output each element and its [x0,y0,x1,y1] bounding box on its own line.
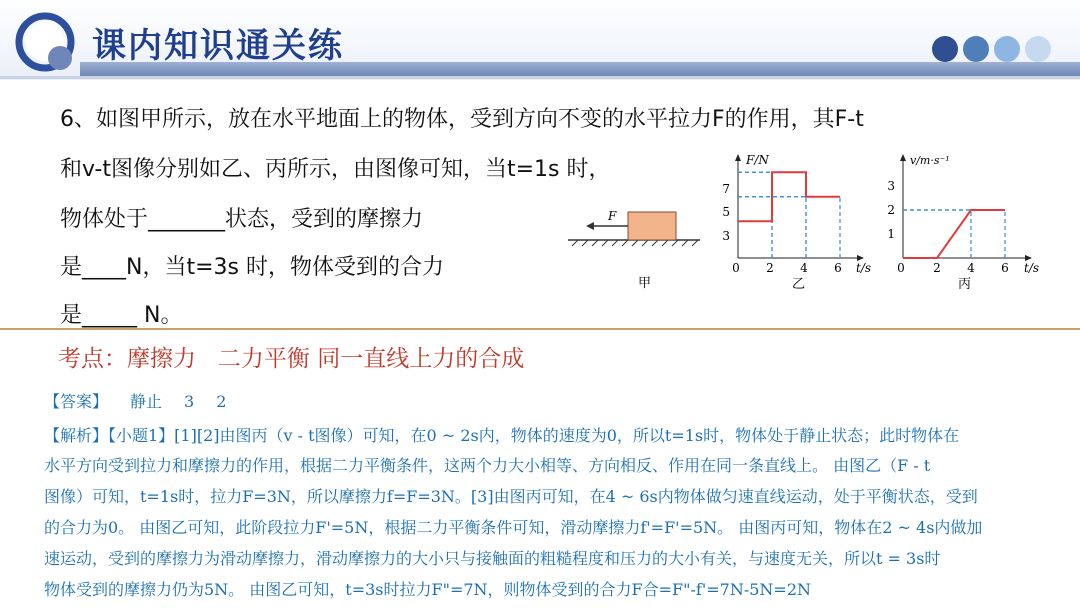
analysis-line-5: 速运动，受到的摩擦力为滑动摩擦力，滑动摩擦力的大小只与接触面的粗糙程度和压力的大小有关，与速度无关，所以t = 3s时 [44,549,941,568]
yi-xtick-2: 2 [766,261,774,275]
analysis-line-4: 的合力为0。 由图乙可知，此阶段拉力F'=5N，根据二力平衡条件可知，滑动摩擦力f'=F'=5N。 由图丙可知，物体在2 ~ 4s内做加 [44,518,983,537]
analysis-line-6: 物体受到的摩擦力仍为5N。 由图乙可知，t=3s时拉力F"=7N，则物体受到的合力F合=F"-f'=7N-5N=2N [44,580,811,599]
bing-series-line [903,210,1005,258]
answer-line [44,389,248,412]
yi-ytick-3: 3 [722,229,730,243]
bing-ytick-1: 1 [887,227,895,241]
yi-ylabel: F/N [746,153,769,167]
page-title: 课内知识通关练 [92,26,344,66]
answer-value-3: 2 [216,392,227,411]
bing-ytick-3: 3 [887,179,895,193]
yi-xlabel: t/s [856,261,872,275]
bing-xtick-0: 0 [897,261,905,275]
logo-ring-icon [10,12,80,72]
figures [560,148,1060,298]
caption-yi: 乙 [792,277,806,292]
yi-y-arrow-icon [735,154,741,161]
bing-xtick-6: 6 [1001,261,1009,275]
yi-xtick-4: 4 [800,261,808,275]
force-arrowhead-icon [586,222,594,230]
bing-xtick-2: 2 [933,261,941,275]
chart-bing [887,154,1039,292]
bing-xtick-4: 4 [967,261,975,275]
header-band [0,0,1080,80]
bing-y-arrow-icon [900,154,906,161]
question-line-3: 物体处于_______状态，受到的摩擦力 [60,207,424,232]
analysis-line-3: 图像）可知，t=1s时，拉力F=3N，所以摩擦力f=F=3N。[3]由图丙可知，在4 ~ 6s内物体做匀速直线运动，处于平衡状态，受到 [44,487,978,506]
question-line-4: 是____N，当t=3s 时，物体受到的合力 [60,255,444,280]
figure-jia [568,209,700,291]
caption-jia: 甲 [638,276,652,291]
analysis-line-1: 【解析】【小题1】[1][2]由图丙（v - t图像）可知，在0 ~ 2s内，物体的速度为0，所以t=1s时，物体处于静止状态；此时物体在 [44,426,960,445]
force-label: F [608,209,617,223]
ground-hatch [572,240,698,246]
kaodian-heading: 考点：摩擦力 二力平衡 同一直线上力的合成 [58,346,525,372]
yi-xtick-0: 0 [732,261,740,275]
title-underline [0,76,1080,79]
yi-ytick-7: 7 [722,182,730,196]
section-divider [0,328,1080,330]
block [628,212,676,240]
caption-bing: 丙 [958,277,972,292]
question-line-1: 6、如图甲所示，放在水平地面上的物体，受到方向不变的水平拉力F的作用，其F-t [60,107,864,132]
yi-xtick-6: 6 [834,261,842,275]
bing-ytick-2: 2 [887,203,895,217]
question-line-5: 是_____ N。 [60,303,183,328]
answer-value-1: 静止 [130,392,163,411]
bing-ylabel: v/m·s⁻¹ [910,154,950,167]
decorative-dots-icon [930,34,1060,64]
analysis-line-2: 水平方向受到拉力和摩擦力的作用，根据二力平衡条件，这两个力大小相等、方向相反、作用在同一条直线上。 由图乙（F - t [44,456,931,475]
answer-tag: 【答案】 [44,392,109,411]
question-line-2: 和v-t图像分别如乙、丙所示，由图像可知，当t=1s 时， [60,157,611,182]
chart-yi [722,153,871,292]
answer-value-2: 3 [184,392,195,411]
bing-xlabel: t/s [1024,261,1040,275]
yi-ytick-5: 5 [722,205,730,219]
